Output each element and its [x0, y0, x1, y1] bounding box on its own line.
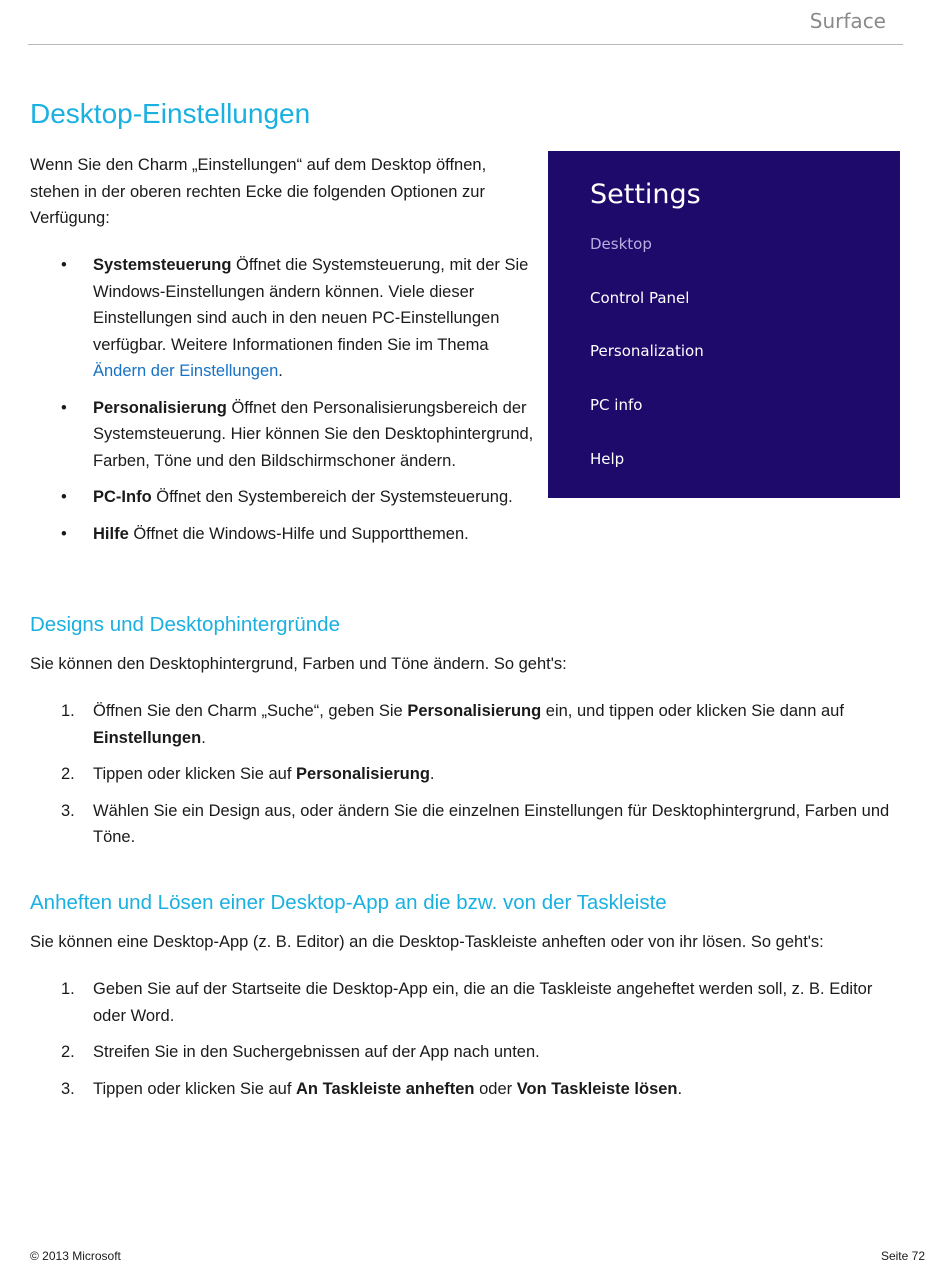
footer-copyright: © 2013 Microsoft	[30, 1249, 121, 1263]
step-number: 2.	[61, 765, 75, 783]
bullet-text: Öffnet den Systembereich der Systemsteuerung.	[151, 488, 513, 506]
surface-logo: Surface	[809, 9, 886, 33]
step-text: Wählen Sie ein Design aus, oder ändern Sie die einzelnen Einstellungen für Desktophintergrund, Farben und Töne.	[93, 801, 890, 846]
step-number: 1.	[61, 980, 75, 998]
intro-paragraph: Wenn Sie den Charm „Einstellungen“ auf dem Desktop öffnen, stehen in der oberen rechten Ecke die folgenden Optionen zur Verfügung:	[30, 156, 487, 227]
list-item	[30, 395, 545, 475]
step-text: oder	[474, 1079, 517, 1098]
step-number: 3.	[61, 801, 75, 820]
step-number: 3.	[61, 1079, 75, 1098]
bullet-term: Personalisierung	[93, 398, 227, 417]
list-item	[30, 484, 545, 511]
bullet-icon: •	[61, 524, 67, 543]
step-bold: Einstellungen	[93, 728, 202, 747]
list-item	[30, 976, 900, 1029]
list-item	[30, 252, 545, 385]
list-item	[30, 798, 900, 851]
settings-item-pc-info: PC info	[590, 396, 643, 414]
settings-item-control-panel: Control Panel	[590, 289, 690, 307]
step-text: Tippen oder klicken Sie auf	[93, 1079, 297, 1098]
settings-item-help: Help	[590, 450, 625, 468]
taskbar-steps-list	[30, 976, 900, 1112]
footer-page-number: Seite 72	[880, 1249, 925, 1263]
step-text: Öffnen Sie den Charm „Suche“, geben Sie	[93, 702, 408, 720]
list-item	[30, 1076, 900, 1103]
bullet-icon: •	[61, 398, 67, 417]
step-text: Streifen Sie in den Suchergebnissen auf der App nach unten.	[93, 1043, 540, 1061]
step-number: 1.	[61, 702, 75, 720]
change-settings-link[interactable]: Ändern der Einstellungen	[93, 362, 279, 380]
step-text: ein, und tippen oder klicken Sie dann auf	[541, 702, 844, 720]
bullet-term: Hilfe	[93, 524, 129, 543]
settings-panel-title: Settings	[590, 179, 701, 210]
list-item	[30, 698, 900, 751]
options-bullet-list	[30, 252, 545, 557]
page-title: Desktop-Einstellungen	[30, 98, 311, 129]
step-text: .	[201, 728, 206, 747]
bullet-icon: •	[61, 488, 67, 506]
bullet-term: Systemsteuerung	[93, 256, 232, 274]
step-text: .	[677, 1079, 683, 1098]
list-item	[30, 1039, 900, 1066]
list-item	[30, 761, 900, 788]
settings-charm-screenshot	[548, 151, 900, 498]
section-heading-designs: Designs und Desktophintergründe	[30, 613, 340, 636]
step-bold: An Taskleiste anheften	[296, 1079, 475, 1098]
settings-item-personalization: Personalization	[590, 342, 704, 360]
header-divider	[28, 44, 903, 45]
bullet-text-end: .	[278, 362, 283, 380]
step-bold: Personalisierung	[296, 765, 430, 783]
step-bold: Von Taskleiste lösen	[516, 1079, 678, 1098]
step-bold: Personalisierung	[407, 702, 542, 720]
section-heading-taskbar: Anheften und Lösen einer Desktop-App an die bzw. von der Taskleiste	[30, 891, 667, 914]
bullet-text: Öffnet die Systemsteuerung, mit der Sie Windows-Einstellungen ändern können. Viele dieser Einstellungen sind auch in den neuen PC-Einstellungen verfügbar. Weitere Informationen finden Sie im Thema	[93, 256, 529, 354]
bullet-icon: •	[61, 256, 67, 274]
section-intro-taskbar: Sie können eine Desktop-App (z. B. Editor) an die Desktop-Taskleiste anheften oder von ihr lösen. So geht's:	[30, 933, 824, 951]
bullet-term: PC-Info	[93, 488, 152, 506]
list-item	[30, 521, 545, 548]
section-intro-designs: Sie können den Desktophintergrund, Farben und Töne ändern. So geht's:	[30, 655, 567, 673]
designs-steps-list	[30, 698, 900, 861]
step-text: Tippen oder klicken Sie auf	[93, 765, 297, 783]
step-text: Geben Sie auf der Startseite die Desktop-App ein, die an die Taskleiste angeheftet werden soll, z. B. Editor oder Word.	[93, 980, 873, 1025]
settings-panel-subtitle: Desktop	[590, 235, 652, 253]
bullet-text: Öffnet den Personalisierungsbereich der Systemsteuerung. Hier können Sie den Desktophintergrund, Farben, Töne und den Bildschirmschoner ändern.	[93, 398, 534, 470]
step-number: 2.	[61, 1043, 75, 1061]
step-text: .	[429, 765, 435, 783]
bullet-text: Öffnet die Windows-Hilfe und Supportthemen.	[128, 524, 469, 543]
